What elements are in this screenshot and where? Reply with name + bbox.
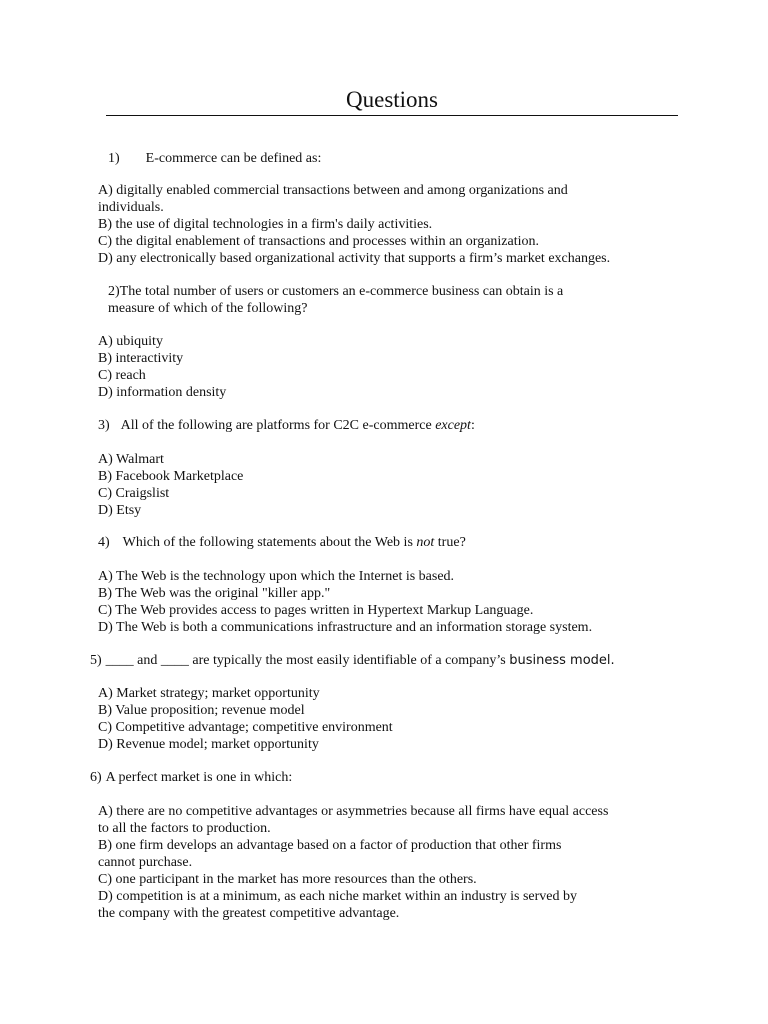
option-line: B) the use of digital technologies in a firm's daily activities.: [98, 217, 433, 232]
question-number: 3): [98, 418, 110, 433]
question-number: 5): [90, 653, 102, 668]
option-line: individuals.: [98, 200, 164, 215]
option-line: C) reach: [98, 368, 146, 383]
option-line: A) The Web is the technology upon which the Internet is based.: [98, 569, 455, 584]
option-line: B) interactivity: [98, 351, 184, 366]
title-underline: [106, 115, 678, 116]
question-5-stem: [90, 652, 615, 669]
option-line: B) The Web was the original "killer app.": [98, 586, 331, 601]
question-6-options: [98, 803, 608, 922]
question-text-continued: measure of which of the following?: [108, 301, 308, 316]
question-number: 6): [90, 770, 102, 785]
question-6-stem: [90, 769, 292, 786]
option-line: A) Market strategy; market opportunity: [98, 686, 320, 701]
option-line: A) there are no competitive advantages or asymmetries because all firms have equal access: [98, 804, 609, 819]
question-2-options: [98, 333, 226, 401]
question-text: A perfect market is one in which:: [105, 770, 293, 785]
question-emphasis: except: [435, 418, 471, 433]
question-text: The total number of users or customers an e-commerce business can obtain is a: [119, 284, 564, 299]
question-text-sans: business model.: [509, 653, 615, 668]
option-line: A) ubiquity: [98, 334, 163, 349]
option-line: D) any electronically based organizational activity that supports a firm’s market exchanges.: [98, 251, 611, 266]
question-3-stem: [98, 417, 475, 434]
question-text-end: :: [470, 418, 475, 433]
option-line: cannot purchase.: [98, 855, 193, 870]
question-number: 2): [108, 284, 120, 299]
option-line: C) one participant in the market has more resources than the others.: [98, 872, 477, 887]
question-number: 1): [108, 151, 120, 166]
question-text: E-commerce can be defined as:: [145, 151, 322, 166]
question-3-options: [98, 451, 243, 519]
option-line: D) Revenue model; market opportunity: [98, 737, 319, 752]
option-line: D) The Web is both a communications infrastructure and an information storage system.: [98, 620, 593, 635]
option-line: C) Competitive advantage; competitive environment: [98, 720, 393, 735]
option-line: to all the factors to production.: [98, 821, 271, 836]
question-emphasis: not: [416, 535, 435, 550]
option-line: D) competition is at a minimum, as each niche market within an industry is served by: [98, 889, 578, 904]
option-line: C) The Web provides access to pages written in Hypertext Markup Language.: [98, 603, 534, 618]
option-line: B) Value proposition; revenue model: [98, 703, 305, 718]
option-line: A) digitally enabled commercial transactions between and among organizations and: [98, 183, 568, 198]
question-4-options: [98, 568, 592, 636]
option-line: B) one firm develops an advantage based on a factor of production that other firms: [98, 838, 562, 853]
question-2-stem: [108, 283, 563, 317]
page-title: Questions: [346, 87, 438, 112]
question-4-stem: [98, 534, 466, 551]
option-line: D) Etsy: [98, 503, 142, 518]
option-line: the company with the greatest competitive advantage.: [98, 906, 400, 921]
question-text: All of the following are platforms for C2C e-commerce: [120, 418, 436, 433]
option-line: D) information density: [98, 385, 227, 400]
question-text-end: true?: [434, 535, 466, 550]
option-line: C) Craigslist: [98, 486, 170, 501]
question-text: Which of the following statements about the Web is: [122, 535, 417, 550]
question-number: 4): [98, 535, 110, 550]
option-line: B) Facebook Marketplace: [98, 469, 244, 484]
option-line: C) the digital enablement of transactions and processes within an organization.: [98, 234, 540, 249]
question-5-options: [98, 685, 393, 753]
question-1-stem: [108, 150, 321, 167]
question-1-options: [98, 182, 610, 267]
question-text: ____ and ____ are typically the most easily identifiable of a company’s: [105, 653, 510, 668]
option-line: A) Walmart: [98, 452, 164, 467]
